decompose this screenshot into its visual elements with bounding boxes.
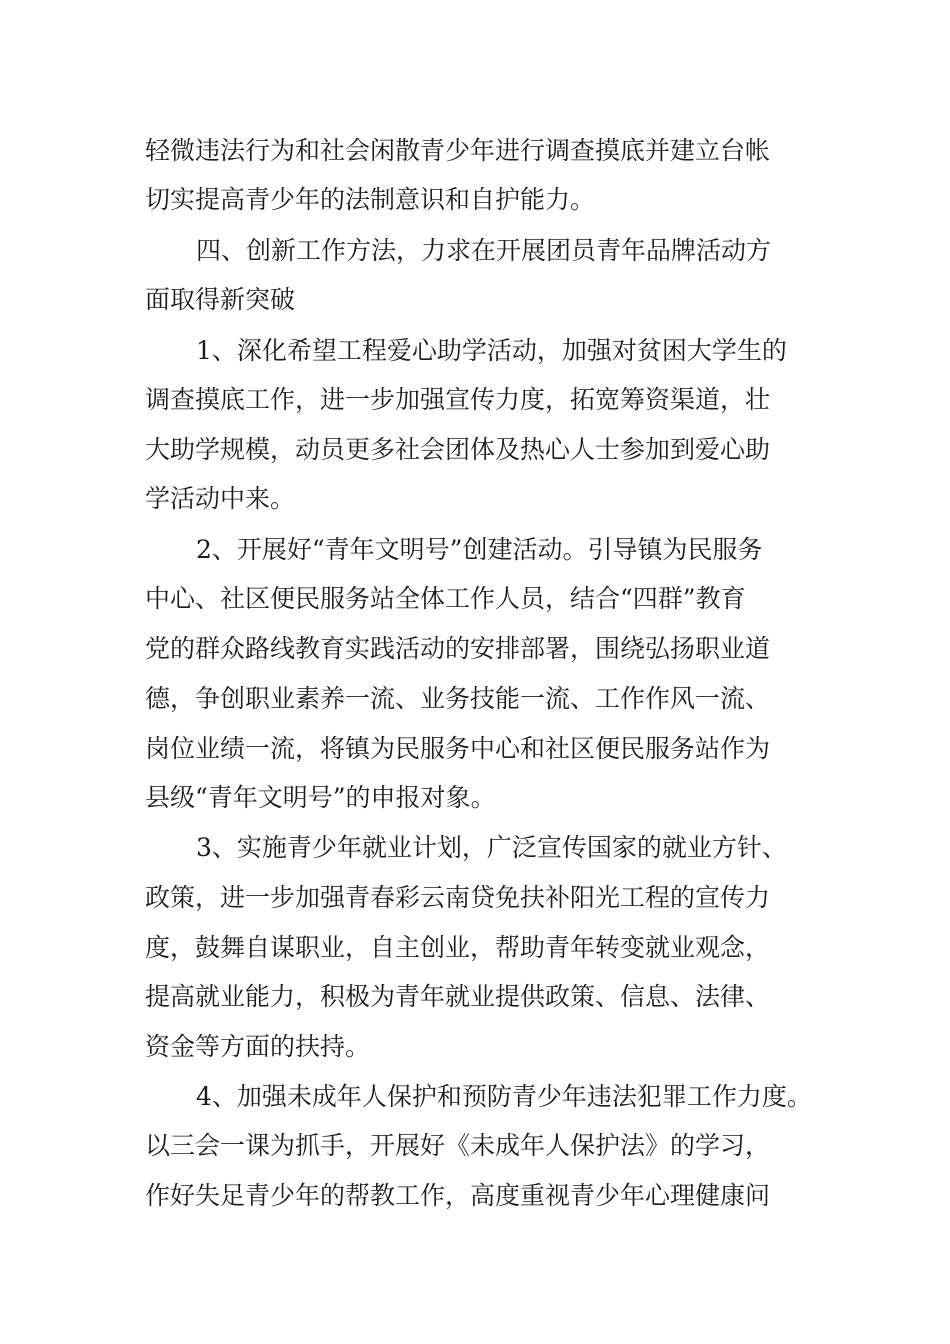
section-heading: 四、创新工作方法，力求在开展团员青年品牌活动方 <box>196 236 772 265</box>
text-line: 中心、社区便民服务站全体工作人员，结合“四群”教育 <box>145 584 746 613</box>
text-line: 切实提高青少年的法制意识和自护能力。 <box>145 185 596 214</box>
text-line: 德，争创职业素养一流、业务技能一流、工作作风一流、 <box>145 684 771 713</box>
text-line: 资金等方面的扶持。 <box>145 1032 371 1061</box>
section-heading: 面取得新突破 <box>145 285 296 314</box>
text-line: 党的群众路线教育实践活动的安排部署，围绕弘扬职业道 <box>145 634 771 663</box>
text-line: 政策，进一步加强青春彩云南贷免扶补阳光工程的宣传力 <box>145 883 771 912</box>
text-line: 轻微违法行为和社会闲散青少年进行调查摸底并建立台帐 <box>145 136 771 165</box>
text-line: 以三会一课为抓手，开展好《未成年人保护法》的学习， <box>145 1131 771 1160</box>
text-line: 3、实施青少年就业计划，广泛宣传国家的就业方针、 <box>196 833 787 862</box>
text-line: 2、开展好“青年文明号”创建活动。引导镇为民服务 <box>196 535 763 564</box>
text-line: 1、深化希望工程爱心助学活动，加强对贫困大学生的 <box>196 336 787 365</box>
text-line: 大助学规模，动员更多社会团体及热心人士参加到爱心助 <box>145 435 771 464</box>
text-line: 岗位业绩一流，将镇为民服务中心和社区便民服务站作为 <box>145 734 771 763</box>
text-line: 学活动中来。 <box>145 484 296 513</box>
text-line: 调查摸底工作，进一步加强宣传力度，拓宽筹资渠道，壮 <box>145 385 771 414</box>
text-line: 4、加强未成年人保护和预防青少年违法犯罪工作力度。 <box>196 1082 812 1111</box>
text-line: 提高就业能力，积极为青年就业提供政策、信息、法律、 <box>145 982 771 1011</box>
text-line: 作好失足青少年的帮教工作，高度重视青少年心理健康问 <box>145 1181 771 1210</box>
text-line: 度，鼓舞自谋职业，自主创业，帮助青年转变就业观念， <box>145 933 771 962</box>
text-line: 县级“青年文明号”的申报对象。 <box>145 783 496 812</box>
